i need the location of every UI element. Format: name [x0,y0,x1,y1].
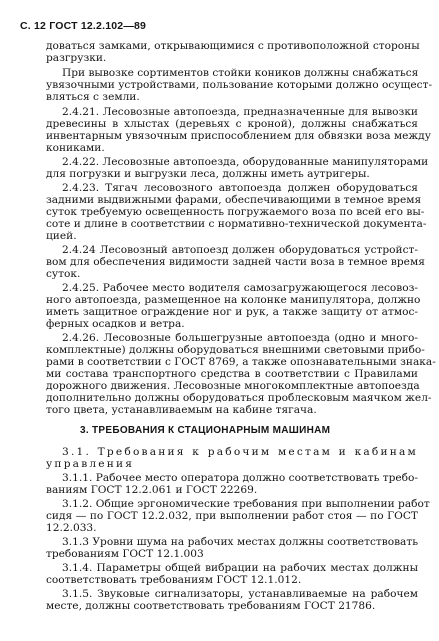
text-line: соте и длине в соответствии с нормативно-технической документа- [46,218,427,230]
subsection-heading: 3.1. Требования к рабочим местам и кабинам [62,446,418,458]
subsection-heading: управления [46,458,135,470]
text-line: 12.2.033. [46,522,97,534]
text-line: увязочными устройствами, пользование которыми должно осущест- [46,79,433,91]
text-line: иметь защитное ограждение ног и рук, а также защиту от атмос- [46,306,418,318]
text-line: кониками. [46,142,105,154]
text-line: вляться с земли. [46,91,140,103]
text-line: 2.4.21. Лесовозные автопоезда, предназначенные для вывозки [62,106,418,118]
text-line: цией. [46,230,77,242]
text-line: 3.1.1. Рабочее место оператора должно соответствовать требо- [62,472,418,484]
text-line: задними выдвижными фарами, обеспечивающими в темное время [46,194,422,206]
text-line: месте, должны соответствовать требованиям ГОСТ 21786. [46,600,376,612]
text-line: 2.4.22. Лесовозные автопоезда, оборудованные манипуляторами [62,156,429,168]
section-title: 3. ТРЕБОВАНИЯ К СТАЦИОНАРНЫМ МАШИНАМ [80,425,331,436]
text-line: 3.1.4. Параметры общей вибрации на рабочих местах должны [62,562,418,574]
text-line: для погрузки и выгрузки леса, должны иметь аутригеры. [46,168,370,180]
text-line: дорожного движения. Лесовозные многокомплектные автопоезда [46,380,420,392]
text-line: дополнительно должны оборудоваться проблесковым маячком жел- [46,392,432,404]
text-line: суток. [46,268,81,280]
text-line: комплектные) должны оборудоваться внешними световыми прибо- [46,344,425,356]
text-line: 2.4.26. Лесовозные большегрузные автопоезда (одно и много- [62,332,418,344]
text-line: вом для обеспечения видимости задней части воза в темное время [46,256,425,268]
text-line: требованиям ГОСТ 12.1.003 [46,548,204,560]
text-line: 2.4.23. Тягач лесовозного автопоезда должен оборудоваться [62,182,418,194]
text-line: 2.4.25. Рабочее место водителя самозагружающегося лесовоз- [62,282,418,294]
text-line: При вывозке сортиментов стойки коников должны снабжаться [62,67,419,79]
text-line: того цвета, устанавливаемым на кабине тягача. [46,404,317,416]
text-line: рами в соответствии с ГОСТ 8769, а также опознавательными знака- [46,356,436,368]
text-line: 2.4.24 Лесовозный автопоезд должен оборудоваться устройст- [62,244,418,256]
text-line: соответствовать требованиям ГОСТ 12.1.012. [46,574,302,586]
text-line: ферных осадков и ветра. [46,318,185,330]
text-line: ного автопоезда, размещенное на колонке манипулятора, должно [46,294,421,306]
text-line: суток требуемую освещенность погружаемого воза по всей его вы- [46,206,425,218]
text-line: 3.1.3 Уровни шума на рабочих местах должны соответствовать [62,536,418,548]
text-line: сидя — по ГОСТ 12.2.032, при выполнении работ стоя — по ГОСТ [46,510,418,522]
page-header: С. 12 ГОСТ 12.2.102—89 [20,20,147,32]
text-line: доваться замками, открывающимися с противоположной стороны [46,40,420,52]
text-line: инвентарным увязочным приспособлением для обвязки воза между [46,130,431,142]
text-line: древесины в хлыстах (деревьях с кроной), должны снабжаться [46,118,418,130]
text-line: ваниям ГОСТ 12.2.061 и ГОСТ 22269. [46,484,258,496]
text-line: ми состава транспортного средства в соответствии с Правилами [46,368,418,380]
text-line: разгрузки. [46,52,107,64]
text-line: 3.1.5. Звуковые сигнализаторы, устанавливаемые на рабочем [62,588,418,600]
text-line: 3.1.2. Общие эргономические требования при выполнении работ [62,498,430,510]
